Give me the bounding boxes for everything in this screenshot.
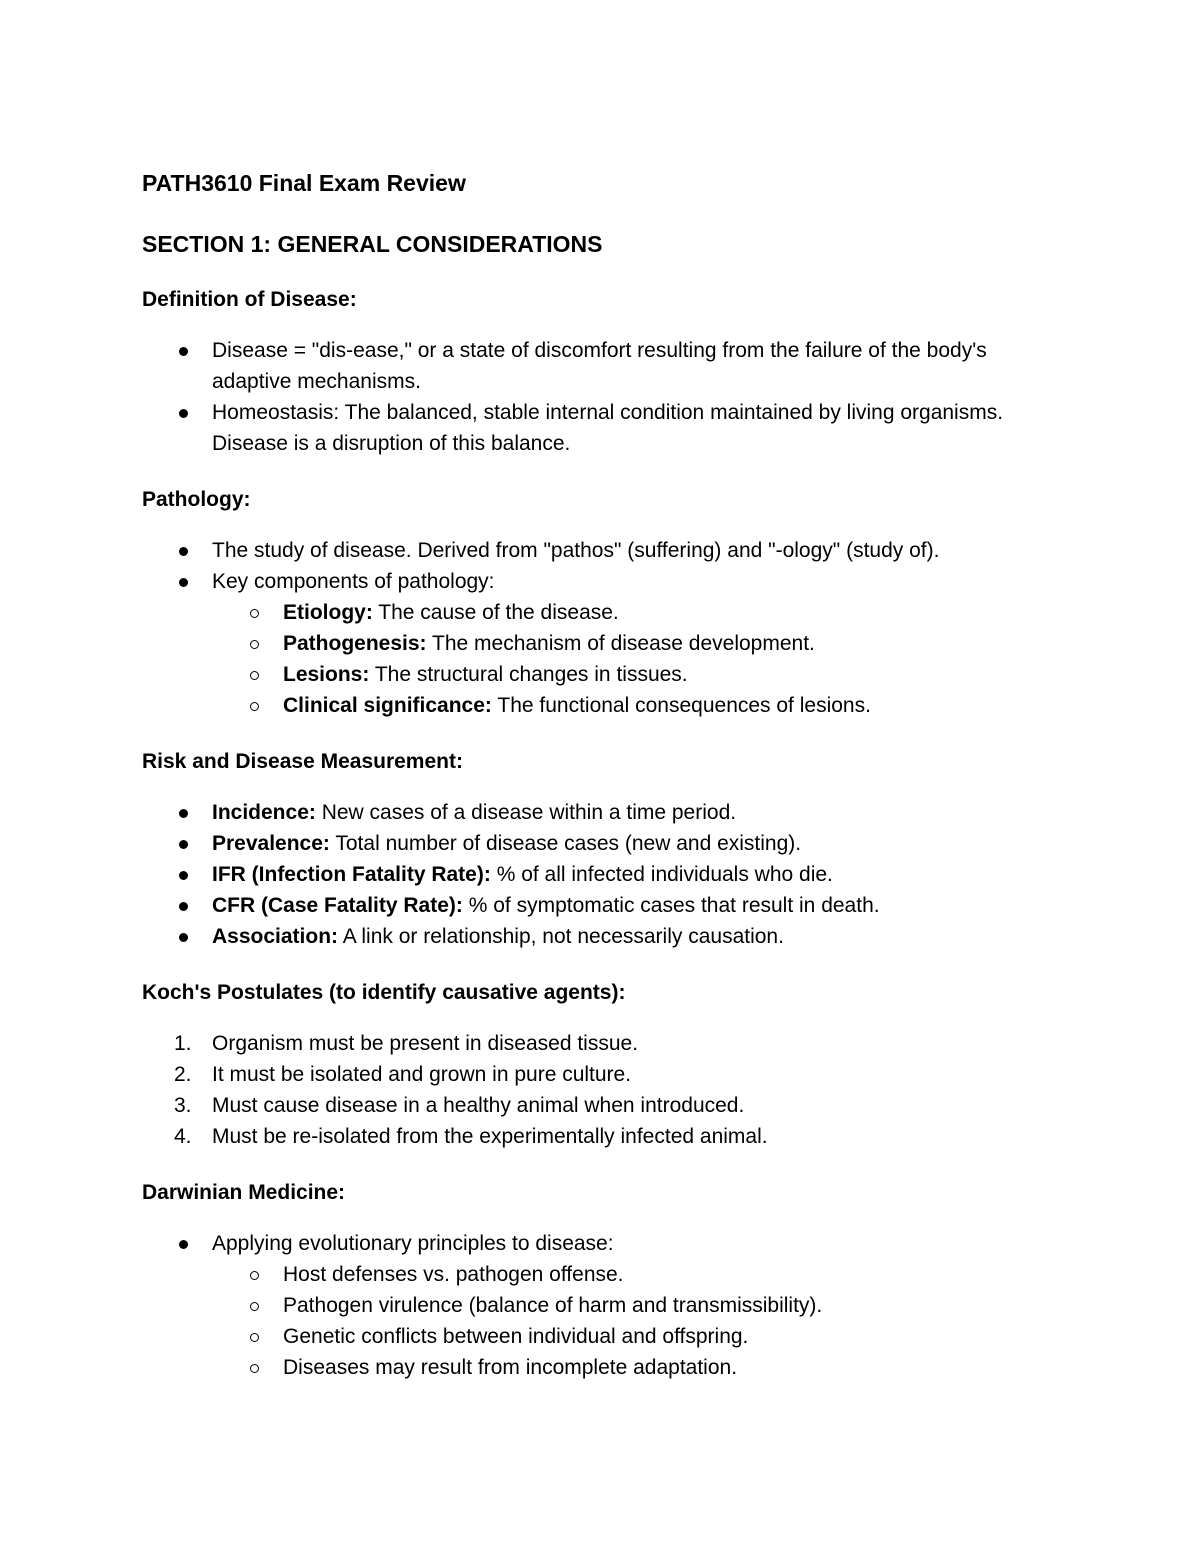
list-item xyxy=(142,828,1060,859)
document-title: PATH3610 Final Exam Review xyxy=(142,170,466,196)
darwinian-list xyxy=(142,1228,1060,1383)
section-title: SECTION 1: GENERAL CONSIDERATIONS xyxy=(142,231,603,257)
term: IFR (Infection Fatality Rate): xyxy=(212,863,491,886)
definition: The mechanism of disease development. xyxy=(426,632,815,655)
pathology-components-list xyxy=(142,597,1060,721)
koch-list xyxy=(142,1028,1060,1152)
list-item xyxy=(142,921,1060,952)
list-item-text: Must cause disease in a healthy animal when introduced. xyxy=(212,1094,745,1117)
risk-list xyxy=(142,797,1060,952)
term: Incidence: xyxy=(212,801,316,824)
list-item xyxy=(142,797,1060,828)
term: Lesions: xyxy=(283,663,370,686)
list-item-text: Key components of pathology: xyxy=(212,570,495,593)
definition: % of symptomatic cases that result in death. xyxy=(462,894,880,917)
definition-list xyxy=(142,335,1060,459)
definition: A link or relationship, not necessarily causation. xyxy=(338,925,784,948)
list-item xyxy=(212,628,1060,659)
definition: Total number of disease cases (new and existing). xyxy=(329,832,802,855)
darwinian-heading: Darwinian Medicine: xyxy=(142,1181,346,1204)
pathology-list xyxy=(142,535,1060,721)
list-item xyxy=(142,859,1060,890)
koch-heading: Koch's Postulates (to identify causative agents): xyxy=(142,981,626,1004)
list-item: Homeostasis: The balanced, stable internal condition maintained by living organisms. Disease is a disruption of this balance. xyxy=(142,397,1060,459)
list-number: 3. xyxy=(174,1094,192,1117)
risk-heading: Risk and Disease Measurement: xyxy=(142,750,463,773)
list-item xyxy=(142,1059,1060,1090)
definition: The functional consequences of lesions. xyxy=(491,694,871,717)
list-item-text: It must be isolated and grown in pure culture. xyxy=(212,1063,632,1086)
list-item xyxy=(142,1121,1060,1152)
list-number: 1. xyxy=(174,1032,192,1055)
definition: New cases of a disease within a time period. xyxy=(315,801,737,824)
list-number: 4. xyxy=(174,1125,192,1148)
term: Etiology: xyxy=(283,601,373,624)
term: Association: xyxy=(212,925,339,948)
term: CFR (Case Fatality Rate): xyxy=(212,894,463,917)
definition: The cause of the disease. xyxy=(372,601,619,624)
term: Clinical significance: xyxy=(283,694,492,717)
list-item xyxy=(212,659,1060,690)
list-item: Host defenses vs. pathogen offense. xyxy=(212,1259,1060,1290)
list-item-text: Applying evolutionary principles to disease: xyxy=(212,1232,614,1255)
list-item xyxy=(142,1228,1060,1383)
list-item: The study of disease. Derived from "pathos" (suffering) and "-ology" (study of). xyxy=(142,535,1060,566)
list-item-text: Must be re-isolated from the experimentally infected animal. xyxy=(212,1125,768,1148)
definition-heading: Definition of Disease: xyxy=(142,288,357,311)
pathology-heading: Pathology: xyxy=(142,488,251,511)
darwinian-sub-list xyxy=(142,1259,1060,1383)
list-item xyxy=(142,566,1060,721)
list-item: Genetic conflicts between individual and offspring. xyxy=(212,1321,1060,1352)
list-item-text: Organism must be present in diseased tissue. xyxy=(212,1032,639,1055)
term: Prevalence: xyxy=(212,832,330,855)
term: Pathogenesis: xyxy=(283,632,427,655)
definition: The structural changes in tissues. xyxy=(369,663,688,686)
definition: % of all infected individuals who die. xyxy=(490,863,833,886)
list-number: 2. xyxy=(174,1063,192,1086)
list-item: Diseases may result from incomplete adaptation. xyxy=(212,1352,1060,1383)
list-item: Pathogen virulence (balance of harm and transmissibility). xyxy=(212,1290,1060,1321)
list-item: Disease = "dis-ease," or a state of discomfort resulting from the failure of the body's adaptive mechanisms. xyxy=(142,335,1060,397)
list-item xyxy=(142,1090,1060,1121)
list-item xyxy=(142,890,1060,921)
list-item xyxy=(212,597,1060,628)
list-item xyxy=(212,690,1060,721)
list-item xyxy=(142,1028,1060,1059)
